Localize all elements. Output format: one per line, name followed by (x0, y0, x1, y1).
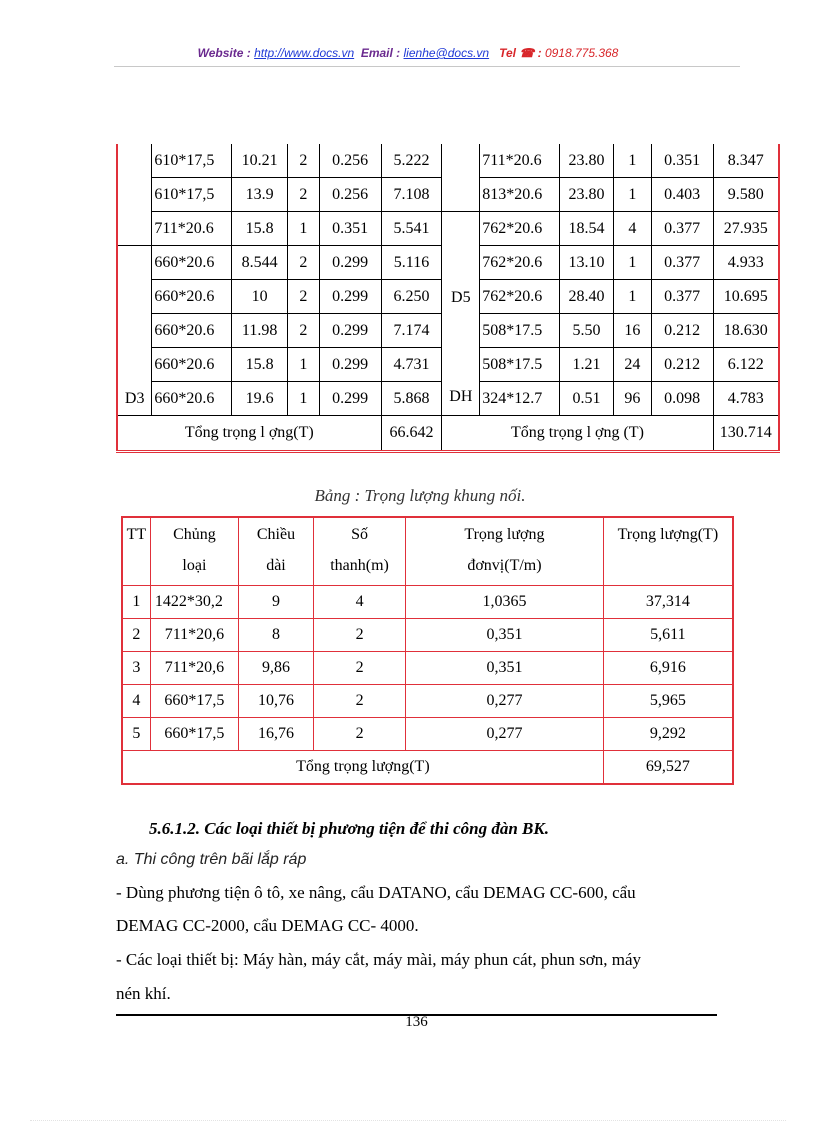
table-cell: 7.174 (381, 314, 442, 348)
table-cell: 660*20.6 (152, 280, 232, 314)
table-cell: 96 (613, 382, 651, 416)
table-cell: 2 (288, 144, 320, 178)
frame-weight-table (121, 516, 734, 785)
website-link[interactable]: http://www.docs.vn (254, 46, 355, 60)
table-cell: 660*20.6 (152, 382, 232, 416)
table-cell: 2 (313, 652, 405, 685)
table-cell: 8.544 (232, 246, 288, 280)
table-row (117, 144, 779, 178)
page-header (0, 46, 816, 60)
paragraph-line: - Các loại thiết bị: Máy hàn, máy cắt, máy mài, máy phun cát, phun sơn, máy (116, 950, 641, 969)
table-cell: 6,916 (603, 652, 733, 685)
table-cell: 2 (313, 685, 405, 718)
table-cell: 2 (122, 619, 150, 652)
table-cell: 6.122 (713, 348, 779, 382)
table-cell: 0.403 (651, 178, 713, 212)
table-cell: 508*17.5 (480, 314, 560, 348)
table-cell: 1 (288, 212, 320, 246)
table-cell: 8 (239, 619, 314, 652)
col-header-count: Số thanh(m) (313, 517, 405, 586)
page-number: 136 (405, 1014, 428, 1030)
email-separator: : (392, 46, 404, 60)
table-cell: 16 (613, 314, 651, 348)
col-header-type: Chủng loại (150, 517, 238, 586)
table-cell: 28.40 (560, 280, 614, 314)
table-cell: 0.256 (319, 144, 381, 178)
table-cell: 0,351 (406, 652, 604, 685)
table-cell: 5.116 (381, 246, 442, 280)
table-cell: 1 (122, 586, 150, 619)
table-cell: 10.695 (713, 280, 779, 314)
table-cell: 2 (288, 246, 320, 280)
table-cell: 1 (613, 178, 651, 212)
table-cell: 23.80 (560, 178, 614, 212)
weight-table-continued (116, 144, 780, 453)
group-label-d3: D3 (117, 246, 152, 416)
table-cell: 0.212 (651, 348, 713, 382)
table-caption: Bảng : Trọng lượng khung nối. (314, 486, 526, 505)
email-link[interactable]: lienhe@docs.vn (403, 46, 490, 60)
table-cell: 813*20.6 (480, 178, 560, 212)
table-row (122, 718, 733, 751)
total-label: Tổng trọng lượng(T) (122, 751, 603, 785)
table-cell: 0,277 (406, 718, 604, 751)
table-cell: 1422*30,2 (150, 586, 238, 619)
col-header-unit-weight: Trọng lượng đơnvị(T/m) (406, 517, 604, 586)
table-cell: 9 (239, 586, 314, 619)
table-cell: 660*20.6 (152, 348, 232, 382)
table-cell: 5.541 (381, 212, 442, 246)
table-cell: 2 (288, 314, 320, 348)
table-cell: 0.299 (319, 348, 381, 382)
total-label-left: Tổng trọng l ợng(T) (117, 416, 381, 452)
table-cell: 1 (613, 246, 651, 280)
table-cell: 10.21 (232, 144, 288, 178)
table-cell: 9.580 (713, 178, 779, 212)
table-cell: 660*17,5 (150, 718, 238, 751)
table-row (122, 619, 733, 652)
table-cell: 4 (122, 685, 150, 718)
col-header-weight: Trọng lượng(T) (603, 517, 733, 586)
phone-label: Tel ☎ : (499, 46, 545, 60)
col-header-tt: TT (122, 517, 150, 586)
table-cell: 2 (313, 619, 405, 652)
phone-number: 0918.775.368 (544, 46, 619, 60)
table-row (117, 212, 779, 246)
table-cell: 762*20.6 (480, 246, 560, 280)
table-cell: 711*20.6 (152, 212, 232, 246)
paragraph-line: - Dùng phương tiện ô tô, xe nâng, cẩu DATANO, cẩu DEMAG CC-600, cẩu (116, 883, 636, 902)
table-cell: 3 (122, 652, 150, 685)
table-cell: 711*20,6 (150, 619, 238, 652)
table-cell: 610*17,5 (152, 144, 232, 178)
table-cell: 10,76 (239, 685, 314, 718)
group-cell (117, 144, 152, 246)
table-cell: 711*20.6 (480, 144, 560, 178)
table-cell: 1 (613, 144, 651, 178)
table-row (122, 586, 733, 619)
table-cell: 1 (288, 348, 320, 382)
table-cell: 0.212 (651, 314, 713, 348)
table-cell: 23.80 (560, 144, 614, 178)
website-label: Website : (197, 46, 255, 60)
table-cell: 4.933 (713, 246, 779, 280)
table-cell: 508*17.5 (480, 348, 560, 382)
table-row (122, 685, 733, 718)
group-label-d5: D5 DH (442, 212, 480, 416)
table-cell: 19.6 (232, 382, 288, 416)
table-cell: 0.51 (560, 382, 614, 416)
table-cell: 0,351 (406, 619, 604, 652)
total-value: 69,527 (603, 751, 733, 785)
total-value-left: 66.642 (381, 416, 442, 452)
table-cell: 15.8 (232, 212, 288, 246)
table-cell: 711*20,6 (150, 652, 238, 685)
table-cell: 8.347 (713, 144, 779, 178)
header-divider (114, 66, 740, 67)
table-row (122, 652, 733, 685)
table-cell: 11.98 (232, 314, 288, 348)
email-label: Email (360, 46, 393, 60)
table-cell: 324*12.7 (480, 382, 560, 416)
table-cell: 0.377 (651, 280, 713, 314)
bottom-dotted-line (30, 1120, 786, 1121)
paragraph-line: DEMAG CC-2000, cẩu DEMAG CC- 4000. (116, 916, 419, 935)
table-cell: 9,292 (603, 718, 733, 751)
table-cell: 660*20.6 (152, 314, 232, 348)
table-cell: 7.108 (381, 178, 442, 212)
total-label-right: Tổng trọng l ợng (T) (442, 416, 713, 452)
table-cell: 1 (613, 280, 651, 314)
paragraph-line: nén khí. (116, 984, 171, 1003)
table-cell: 0.299 (319, 314, 381, 348)
table-cell: 18.630 (713, 314, 779, 348)
table-cell: 4 (313, 586, 405, 619)
table-cell: 5.868 (381, 382, 442, 416)
table-cell: 660*20.6 (152, 246, 232, 280)
col-header-length: Chiều dài (239, 517, 314, 586)
table-cell: 0.351 (651, 144, 713, 178)
table-cell: 4.731 (381, 348, 442, 382)
table-cell: 27.935 (713, 212, 779, 246)
table-cell: 1,0365 (406, 586, 604, 619)
table-cell: 0.377 (651, 212, 713, 246)
table-cell: 0.299 (319, 382, 381, 416)
table-cell: 24 (613, 348, 651, 382)
table-cell: 5.50 (560, 314, 614, 348)
table-total-row (122, 751, 733, 785)
table-cell: 762*20.6 (480, 212, 560, 246)
table-cell: 2 (313, 718, 405, 751)
table-cell: 0.377 (651, 246, 713, 280)
table-cell: 1 (288, 382, 320, 416)
table-cell: 9,86 (239, 652, 314, 685)
table-cell: 1.21 (560, 348, 614, 382)
table-cell: 5 (122, 718, 150, 751)
table-cell: 15.8 (232, 348, 288, 382)
table-cell: 6.250 (381, 280, 442, 314)
table-cell: 610*17,5 (152, 178, 232, 212)
table-cell: 5.222 (381, 144, 442, 178)
table-cell: 4 (613, 212, 651, 246)
total-value-right: 130.714 (713, 416, 779, 452)
table-cell: 18.54 (560, 212, 614, 246)
table-cell: 5,611 (603, 619, 733, 652)
table-cell: 0.098 (651, 382, 713, 416)
table-cell: 5,965 (603, 685, 733, 718)
table-cell: 0.256 (319, 178, 381, 212)
table-cell: 2 (288, 178, 320, 212)
table-cell: 0,277 (406, 685, 604, 718)
table-cell: 0.351 (319, 212, 381, 246)
table-cell: 13.10 (560, 246, 614, 280)
table-total-row (117, 416, 779, 452)
section-title: 5.6.1.2. Các loại thiết bị phương tiện để thi công đàn BK. (149, 819, 549, 838)
table-cell: 660*17,5 (150, 685, 238, 718)
group-cell (442, 144, 480, 212)
table-cell: 4.783 (713, 382, 779, 416)
table-cell: 10 (232, 280, 288, 314)
table-cell: 0.299 (319, 246, 381, 280)
table-cell: 2 (288, 280, 320, 314)
table-header-row (122, 517, 733, 586)
table-cell: 37,314 (603, 586, 733, 619)
subheading: a. Thi công trên bãi lắp ráp (116, 851, 307, 868)
table-cell: 13.9 (232, 178, 288, 212)
table-cell: 762*20.6 (480, 280, 560, 314)
table-cell: 0.299 (319, 280, 381, 314)
table-cell: 16,76 (239, 718, 314, 751)
